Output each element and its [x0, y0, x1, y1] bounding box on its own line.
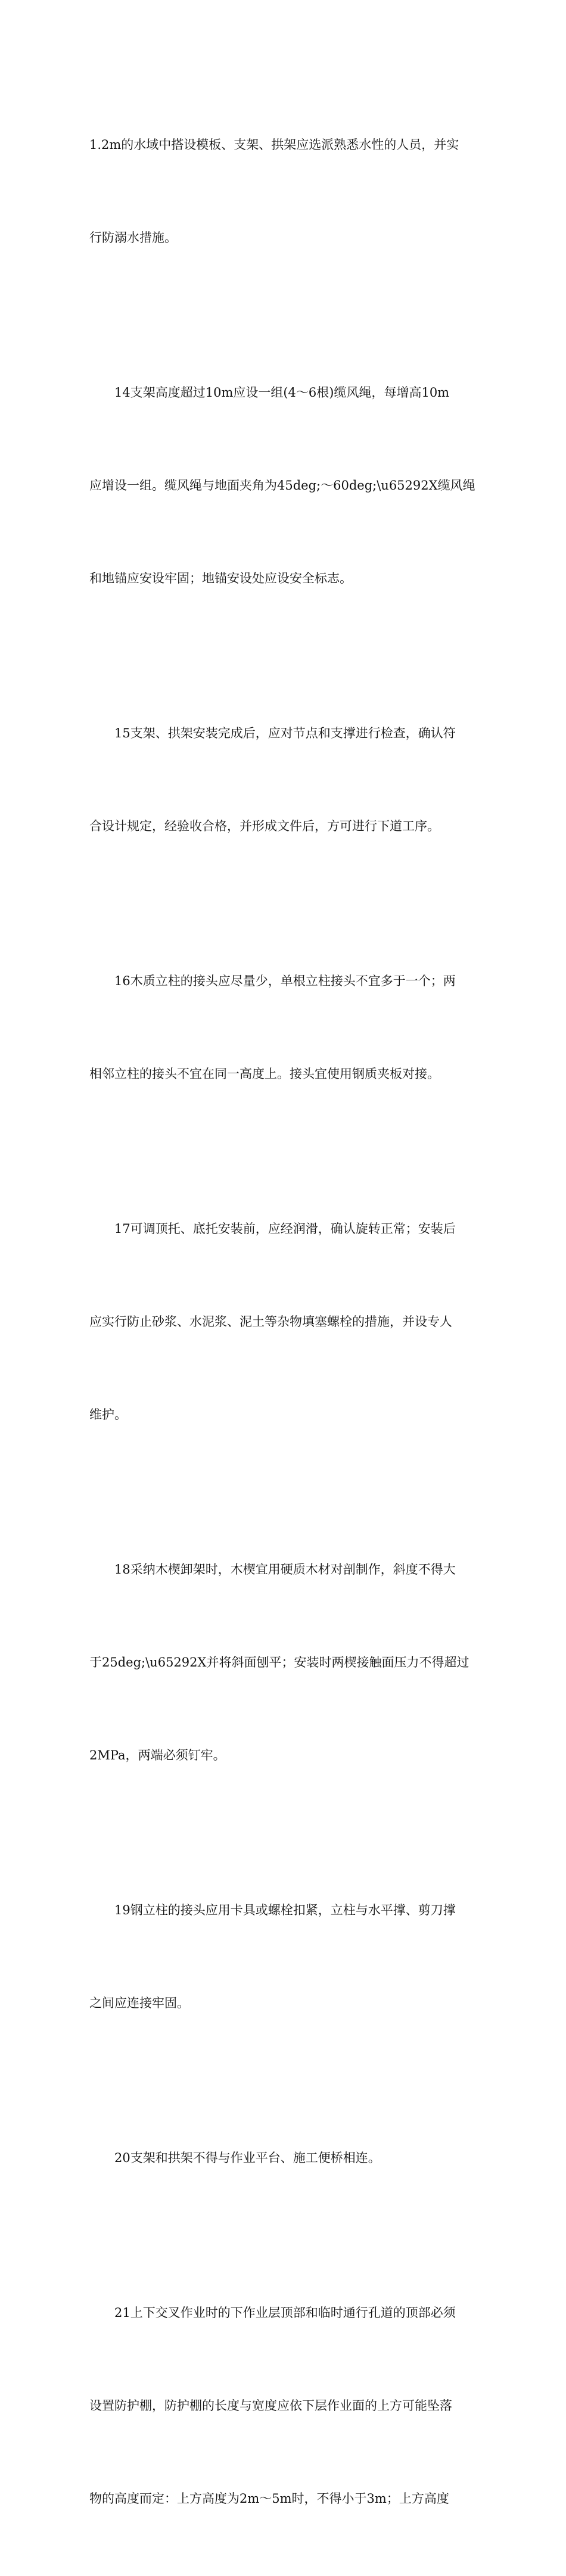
text-line: 19钢立柱的接头应用卡具或螺栓扣紧，立柱与水平撑、剪刀撑 [114, 1903, 456, 1917]
text-line: 1.2m的水域中搭设模板、支架、拱架应选派熟悉水性的人员，并实 [89, 138, 459, 152]
paragraph-18 [89, 1492, 483, 1833]
paragraph-15 [89, 656, 483, 904]
paragraph-21 [89, 2235, 483, 2576]
text-line: 18采纳木楔卸架时，木楔宜用硬质木材对剖制作，斜度不得大 [114, 1562, 456, 1577]
text-line: 21上下交叉作业时的下作业层顶部和临时通行孔道的顶部必须 [114, 2306, 456, 2320]
document-body [89, 67, 483, 2576]
paragraph-20 [89, 2080, 483, 2235]
text-line: 合设计规定，经验收合格，并形成文件后，方可进行下道工序。 [89, 819, 440, 833]
paragraph-14 [89, 315, 483, 656]
text-line: 14支架高度超过10m应设一组(4～6根)缆风绳，每增高10m [114, 385, 450, 400]
paragraph-16 [89, 904, 483, 1151]
text-line: 物的高度而定：上方高度为2m～5m时，不得小于3m；上方高度 [89, 2491, 449, 2506]
text-line: 20支架和拱架不得与作业平台、施工便桥相连。 [114, 2151, 381, 2165]
paragraph-17 [89, 1151, 483, 1492]
text-line: 维护。 [89, 1407, 127, 1422]
text-line: 16木质立柱的接头应尽量少，单根立柱接头不宜多于一个；两 [114, 974, 456, 988]
paragraph-19 [89, 1833, 483, 2080]
text-line: 和地锚应安设牢固；地锚安设处应设安全标志。 [89, 571, 352, 585]
text-line: 相邻立柱的接头不宜在同一高度上。接头宜使用钢质夹板对接。 [89, 1067, 440, 1081]
text-line: 于25deg;\u65292X并将斜面刨平；安装时两楔接触面压力不得超过 [89, 1655, 469, 1669]
text-line: 设置防护棚，防护棚的长度与宽度应依下层作业面的上方可能坠落 [89, 2399, 452, 2413]
text-line: 应增设一组。缆风绳与地面夹角为45deg;～60deg;\u65292X缆风绳 [89, 478, 475, 493]
text-line: 2MPa，两端必须钉牢。 [89, 1748, 226, 1762]
text-line: 之间应连接牢固。 [89, 1996, 189, 2010]
paragraph-continuation-1-2m [89, 67, 483, 315]
text-line: 行防溺水措施。 [89, 230, 177, 245]
text-line: 15支架、拱架安装完成后，应对节点和支撑进行检查，确认符 [114, 726, 456, 740]
text-line: 17可调顶托、底托安装前，应经润滑，确认旋转正常；安装后 [114, 1222, 456, 1236]
text-line: 应实行防止砂浆、水泥浆、泥土等杂物填塞螺栓的措施，并设专人 [89, 1315, 452, 1329]
